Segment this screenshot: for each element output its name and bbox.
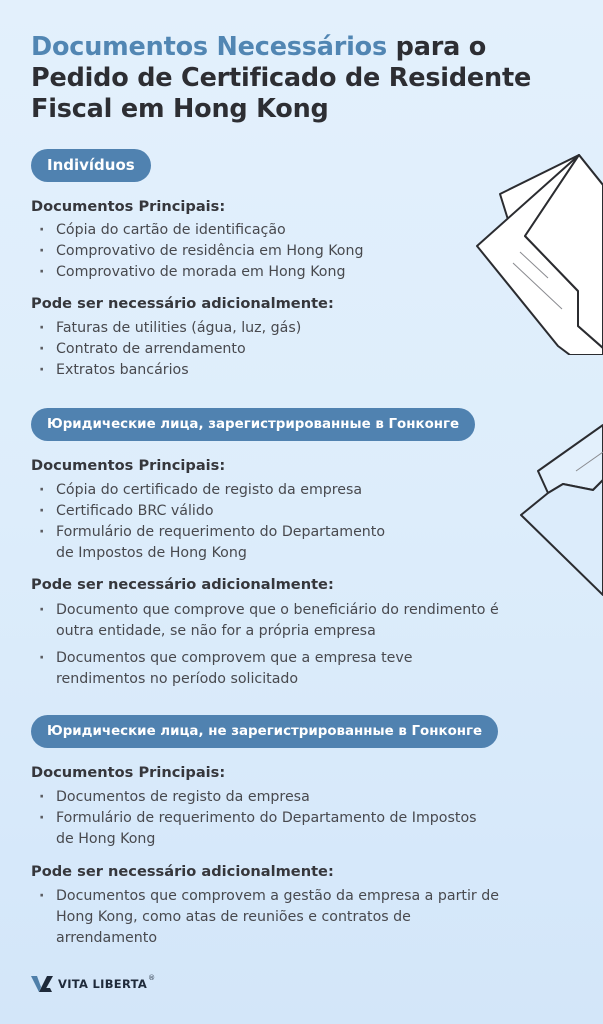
list-item: [39, 648, 499, 690]
page-title: [31, 32, 591, 125]
list-item-line: Formulário de requerimento do Departamento: [56, 524, 386, 540]
brand-logo: [31, 974, 155, 994]
section-pill-non-registered-entities: Юридические лица, не зарегистрированные в Гонконге: [31, 715, 498, 748]
registered-mark: ®: [148, 974, 156, 982]
section-1-main-list: [39, 220, 363, 283]
list-item: · Contrato de arrendamento: [39, 339, 301, 360]
title-rest-line1: para o: [386, 32, 487, 62]
list-item: · Certificado BRC válido: [39, 501, 385, 522]
list-item-line: rendimentos no período solicitado: [56, 671, 299, 687]
list-item: · Cópia do cartão de identificação: [39, 220, 363, 241]
list-item: · Cópia do certificado de registo da empresa: [39, 480, 385, 501]
folded-document-icon: [470, 150, 603, 355]
logo-text: VITA LIBERTA: [58, 977, 148, 991]
section-pill-registered-entities: Юридические лица, зарегистрированные в Гонконге: [31, 408, 475, 441]
list-item-line: Hong Kong, como atas de reuniões e contratos de: [56, 909, 411, 925]
envelope-icon: [518, 420, 603, 615]
list-item: · Documentos de registo da empresa: [39, 787, 477, 808]
section-2-extra-heading: Pode ser necessário adicionalmente:: [31, 576, 334, 593]
section-2-main-heading: Documentos Principais:: [31, 457, 226, 474]
section-2-main-list: [39, 480, 385, 564]
title-accent: Documentos Necessários: [31, 32, 387, 62]
list-item-line: de Hong Kong: [56, 831, 156, 847]
section-2-extra-list: [39, 600, 499, 696]
list-item: [39, 808, 477, 850]
list-item: · Faturas de utilities (água, luz, gás): [39, 318, 301, 339]
section-1-main-heading: Documentos Principais:: [31, 198, 226, 215]
list-item: [39, 886, 499, 949]
section-3-extra-list: [39, 886, 499, 949]
section-1-extra-heading: Pode ser necessário adicionalmente:: [31, 295, 334, 312]
list-item: [39, 522, 385, 564]
list-item-line: outra entidade, se não for a própria empresa: [56, 623, 376, 639]
list-item: · Comprovativo de residência em Hong Kong: [39, 241, 363, 262]
vita-liberta-logo-icon: [31, 975, 53, 993]
list-item-line: Documentos que comprovem que a empresa teve: [56, 650, 413, 666]
list-item: [39, 600, 499, 642]
section-3-extra-heading: Pode ser necessário adicionalmente:: [31, 863, 334, 880]
list-item-line: Documento que comprove que o beneficiário do rendimento é: [56, 602, 499, 618]
list-item-line: arrendamento: [56, 930, 158, 946]
section-1-extra-list: [39, 318, 301, 381]
section-3-main-list: [39, 787, 477, 850]
list-item: · Extratos bancários: [39, 360, 301, 381]
list-item-line: Documentos que comprovem a gestão da empresa a partir de: [56, 888, 499, 904]
list-item: · Comprovativo de morada em Hong Kong: [39, 262, 363, 283]
title-line3: Fiscal em Hong Kong: [31, 94, 329, 124]
list-item-line: de Impostos de Hong Kong: [56, 545, 247, 561]
section-3-main-heading: Documentos Principais:: [31, 764, 226, 781]
list-item-line: Formulário de requerimento do Departamento de Impostos: [56, 810, 477, 826]
section-pill-individuals: Indivíduos: [31, 149, 151, 182]
title-line2: Pedido de Certificado de Residente: [31, 63, 532, 93]
